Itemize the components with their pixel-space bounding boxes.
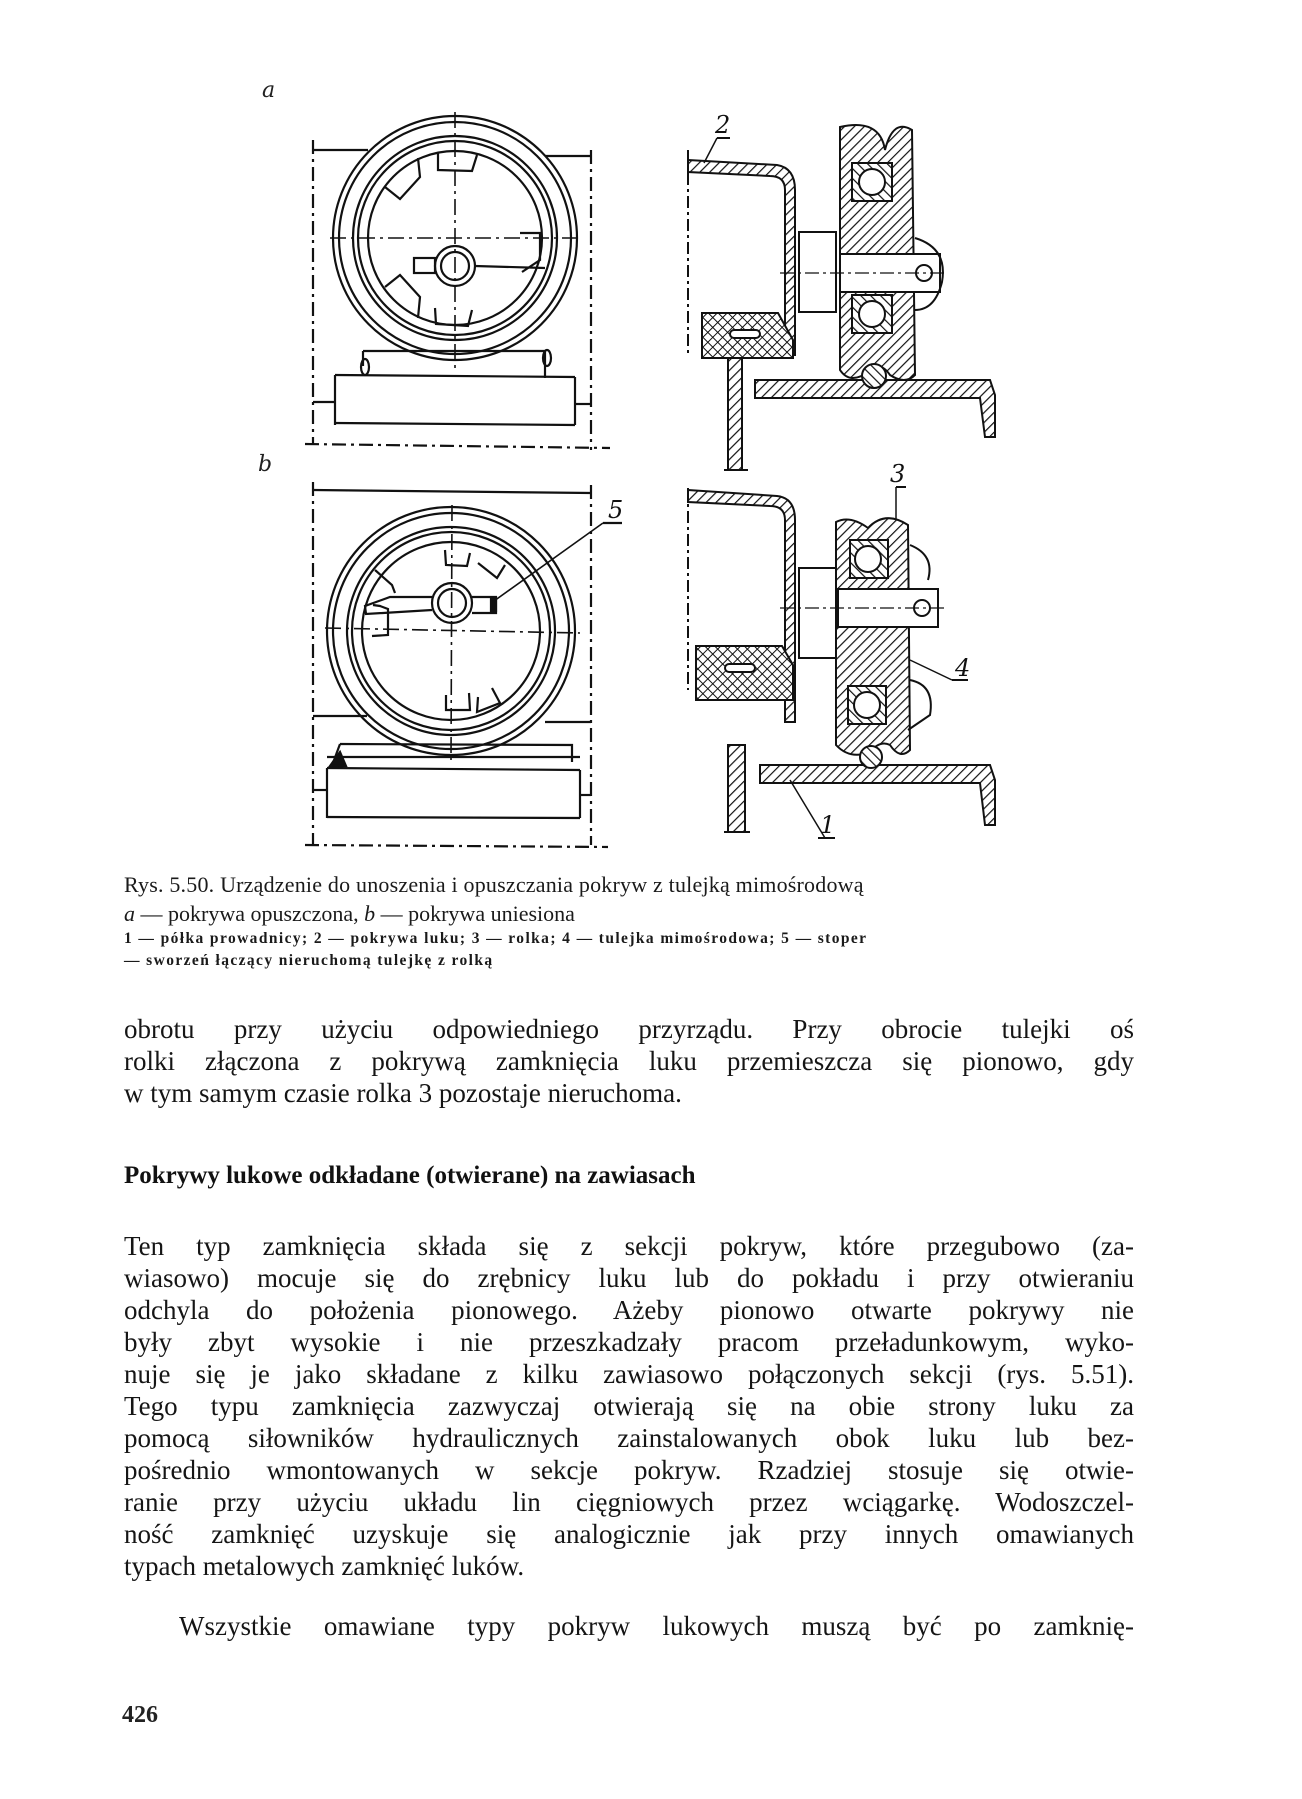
- caption-panel-key-b: b: [364, 901, 376, 926]
- front-view-b: [305, 482, 622, 847]
- paragraph-next: [124, 1610, 1134, 1642]
- callout-4: 4: [955, 654, 971, 682]
- text-line: rolki złączona z pokrywą zamknięcia luku przemieszcza się pionowo, gdy: [124, 1046, 1134, 1076]
- callout-1: 1: [820, 811, 836, 839]
- text-line: Ten typ zamknięcia składa się z sekcji pokryw, które przegubowo (za-: [124, 1231, 1134, 1261]
- caption-panel-text-b: — pokrywa uniesiona: [380, 901, 575, 926]
- text-line: wiasowo) mocuje się do zrębnicy luku lub do pokładu i przy otwieraniu: [124, 1263, 1134, 1293]
- section-view-b: [688, 487, 995, 838]
- panel-label-a: a: [262, 78, 276, 103]
- text-line: pośrednio wmontowanych w sekcje pokryw. Rzadziej stosuje się otwie-: [124, 1455, 1134, 1485]
- text-line: odchyla do położenia pionowego. Ażeby pionowo otwarte pokrywy nie: [124, 1295, 1134, 1325]
- text-line: były zbyt wysokie i nie przeszkadzały pracom przeładunkowym, wyko-: [124, 1327, 1134, 1357]
- caption-panel-text-a: — pokrywa opuszczona,: [140, 901, 359, 926]
- caption-panels: [124, 900, 1174, 928]
- technical-drawing: [0, 0, 1302, 860]
- caption-legend-line-1: 1 — półka prowadnicy; 2 — pokrywa luku; 3 — rolka; 4 — tulejka mimośrodowa; 5 — stoper: [124, 930, 868, 947]
- paragraph-hinged-covers: [124, 1230, 1134, 1582]
- text-line: obrotu przy użyciu odpowiedniego przyrządu. Przy obrocie tulejki oś: [124, 1014, 1134, 1044]
- callout-2: 2: [715, 111, 731, 139]
- text-line: ność zamknięć uzyskuje się analogicznie jak przy innych omawianych: [124, 1519, 1134, 1549]
- text-line: pomocą siłowników hydraulicznych zainstalowanych obok luku lub bez-: [124, 1423, 1134, 1453]
- text-line: ranie przy użyciu układu lin cięgniowych przez wciągarkę. Wodoszczel-: [124, 1487, 1134, 1517]
- figure-caption: [124, 870, 1174, 972]
- paragraph-continued: [124, 1013, 1134, 1109]
- callout-3: 3: [890, 460, 906, 488]
- text-line: nuje się je jako składane z kilku zawiasowo połączonych sekcji (rys. 5.51).: [124, 1359, 1134, 1389]
- text-line: typach metalowych zamknięć luków.: [124, 1551, 525, 1581]
- panel-label-b: b: [258, 452, 273, 477]
- caption-legend-line-2: — sworzeń łączący nieruchomą tulejkę z rolką: [124, 952, 494, 969]
- text-line: w tym samym czasie rolka 3 pozostaje nieruchoma.: [124, 1078, 682, 1108]
- text-line: Wszystkie omawiane typy pokryw lukowych muszą być po zamknię-: [179, 1611, 1134, 1641]
- page-number: 426: [122, 1702, 158, 1728]
- callout-5: 5: [608, 496, 624, 524]
- caption-title-line: [124, 870, 1174, 900]
- caption-title: Urządzenie do unoszenia i opuszczania pokryw z tulejką mimośrodową: [220, 872, 864, 897]
- front-view-a: [305, 112, 610, 450]
- text-line: Tego typu zamknięcia zazwyczaj otwierają się na obie strony luku za: [124, 1391, 1134, 1421]
- section-view-a: [688, 125, 995, 470]
- caption-figure-number: Rys. 5.50.: [124, 872, 215, 897]
- section-heading: Pokrywy lukowe odkładane (otwierane) na zawiasach: [124, 1162, 696, 1189]
- caption-panel-key-a: a: [124, 901, 135, 926]
